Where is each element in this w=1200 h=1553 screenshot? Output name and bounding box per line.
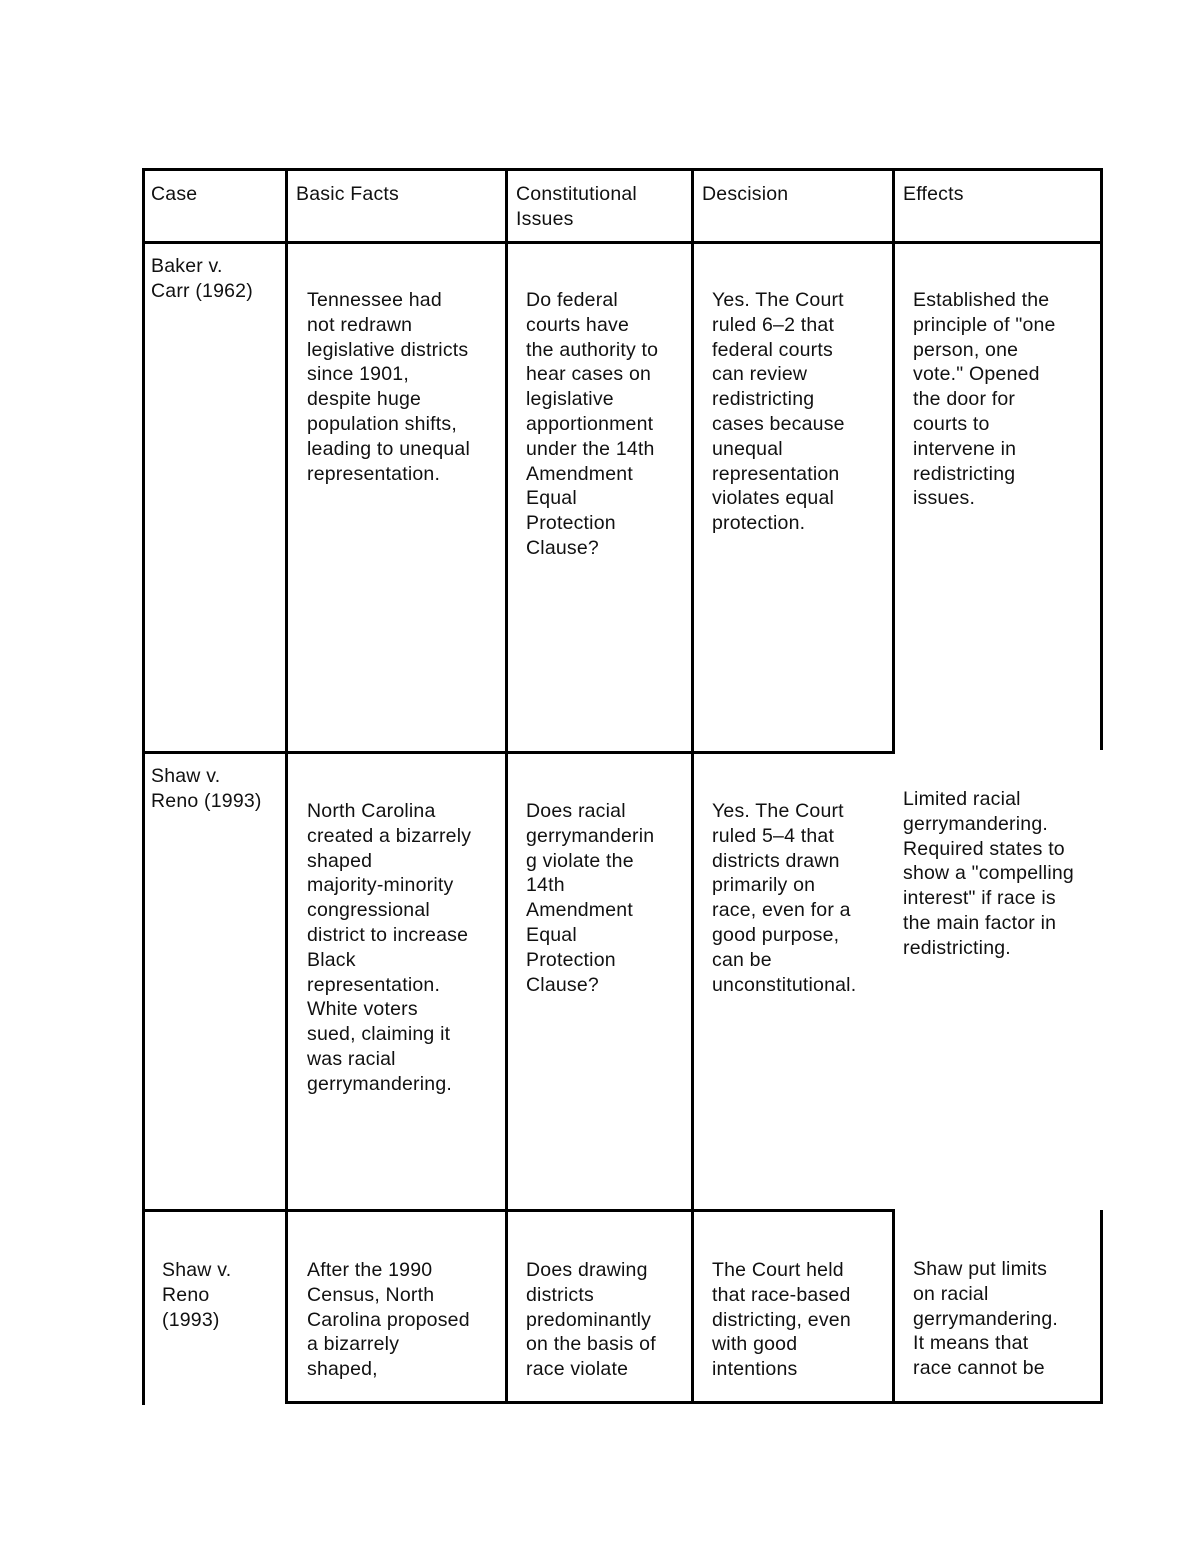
table-bottom-border (285, 1401, 1103, 1404)
row1-basic-facts: Tennessee had not redrawn legislative districts since 1901, despite huge population shifts, leading to unequal representation. (307, 289, 470, 485)
table-right-border-bottom (1100, 1210, 1103, 1404)
column-divider-3 (691, 168, 694, 1404)
row2-case: Shaw v. Reno (1993) (151, 765, 262, 812)
header-effects: Effects (903, 183, 964, 205)
table-right-border-top (1100, 168, 1103, 750)
row2-constitutional-issues: Does racial gerrymanderin g violate the 14th Amendment Equal Protection Clause? (526, 800, 655, 996)
row1-bottom-border (142, 751, 895, 754)
row2-decision: Yes. The Court ruled 5–4 that districts drawn primarily on race, even for a good purpose, can be unconstitutional. (712, 800, 857, 996)
row2-effects: Limited racial gerrymandering. Required states to show a "compelling interest" if race is the main factor in redistricting. (903, 788, 1074, 959)
column-divider-1 (285, 168, 288, 1404)
header-decision: Descision (702, 183, 789, 205)
column-divider-4-top (892, 168, 895, 754)
row3-basic-facts: After the 1990 Census, North Carolina proposed a bizarrely shaped, (307, 1259, 470, 1381)
row2-basic-facts: North Carolina created a bizarrely shaped majority-minority congressional district to increase Black representation. White voters sued, claiming it was racial gerrymandering. (307, 800, 472, 1095)
header-constitutional-issues: Constitutional Issues (516, 183, 637, 230)
header-case: Case (151, 183, 198, 205)
row1-decision: Yes. The Court ruled 6–2 that federal courts can review redistricting cases because unequal representation violates equal protection. (712, 289, 845, 535)
table-left-border (142, 168, 145, 1405)
row1-effects: Established the principle of "one person, one vote." Opened the door for courts to intervene in redistricting issues. (913, 289, 1056, 510)
column-divider-4-bottom (892, 1209, 895, 1404)
row3-effects: Shaw put limits on racial gerrymandering. It means that race cannot be (913, 1258, 1058, 1380)
row1-constitutional-issues: Do federal courts have the authority to hear cases on legislative apportionment under the 14th Amendment Equal Protection Clause? (526, 289, 659, 559)
row3-constitutional-issues: Does drawing districts predominantly on the basis of race violate (526, 1259, 656, 1381)
row3-decision: The Court held that race-based districting, even with good intentions (712, 1259, 851, 1381)
header-basic-facts: Basic Facts (296, 183, 399, 205)
row3-case: Shaw v. Reno (1993) (162, 1259, 232, 1331)
column-divider-2 (505, 168, 508, 1404)
row2-bottom-border (142, 1209, 895, 1212)
row1-case: Baker v. Carr (1962) (151, 255, 253, 302)
